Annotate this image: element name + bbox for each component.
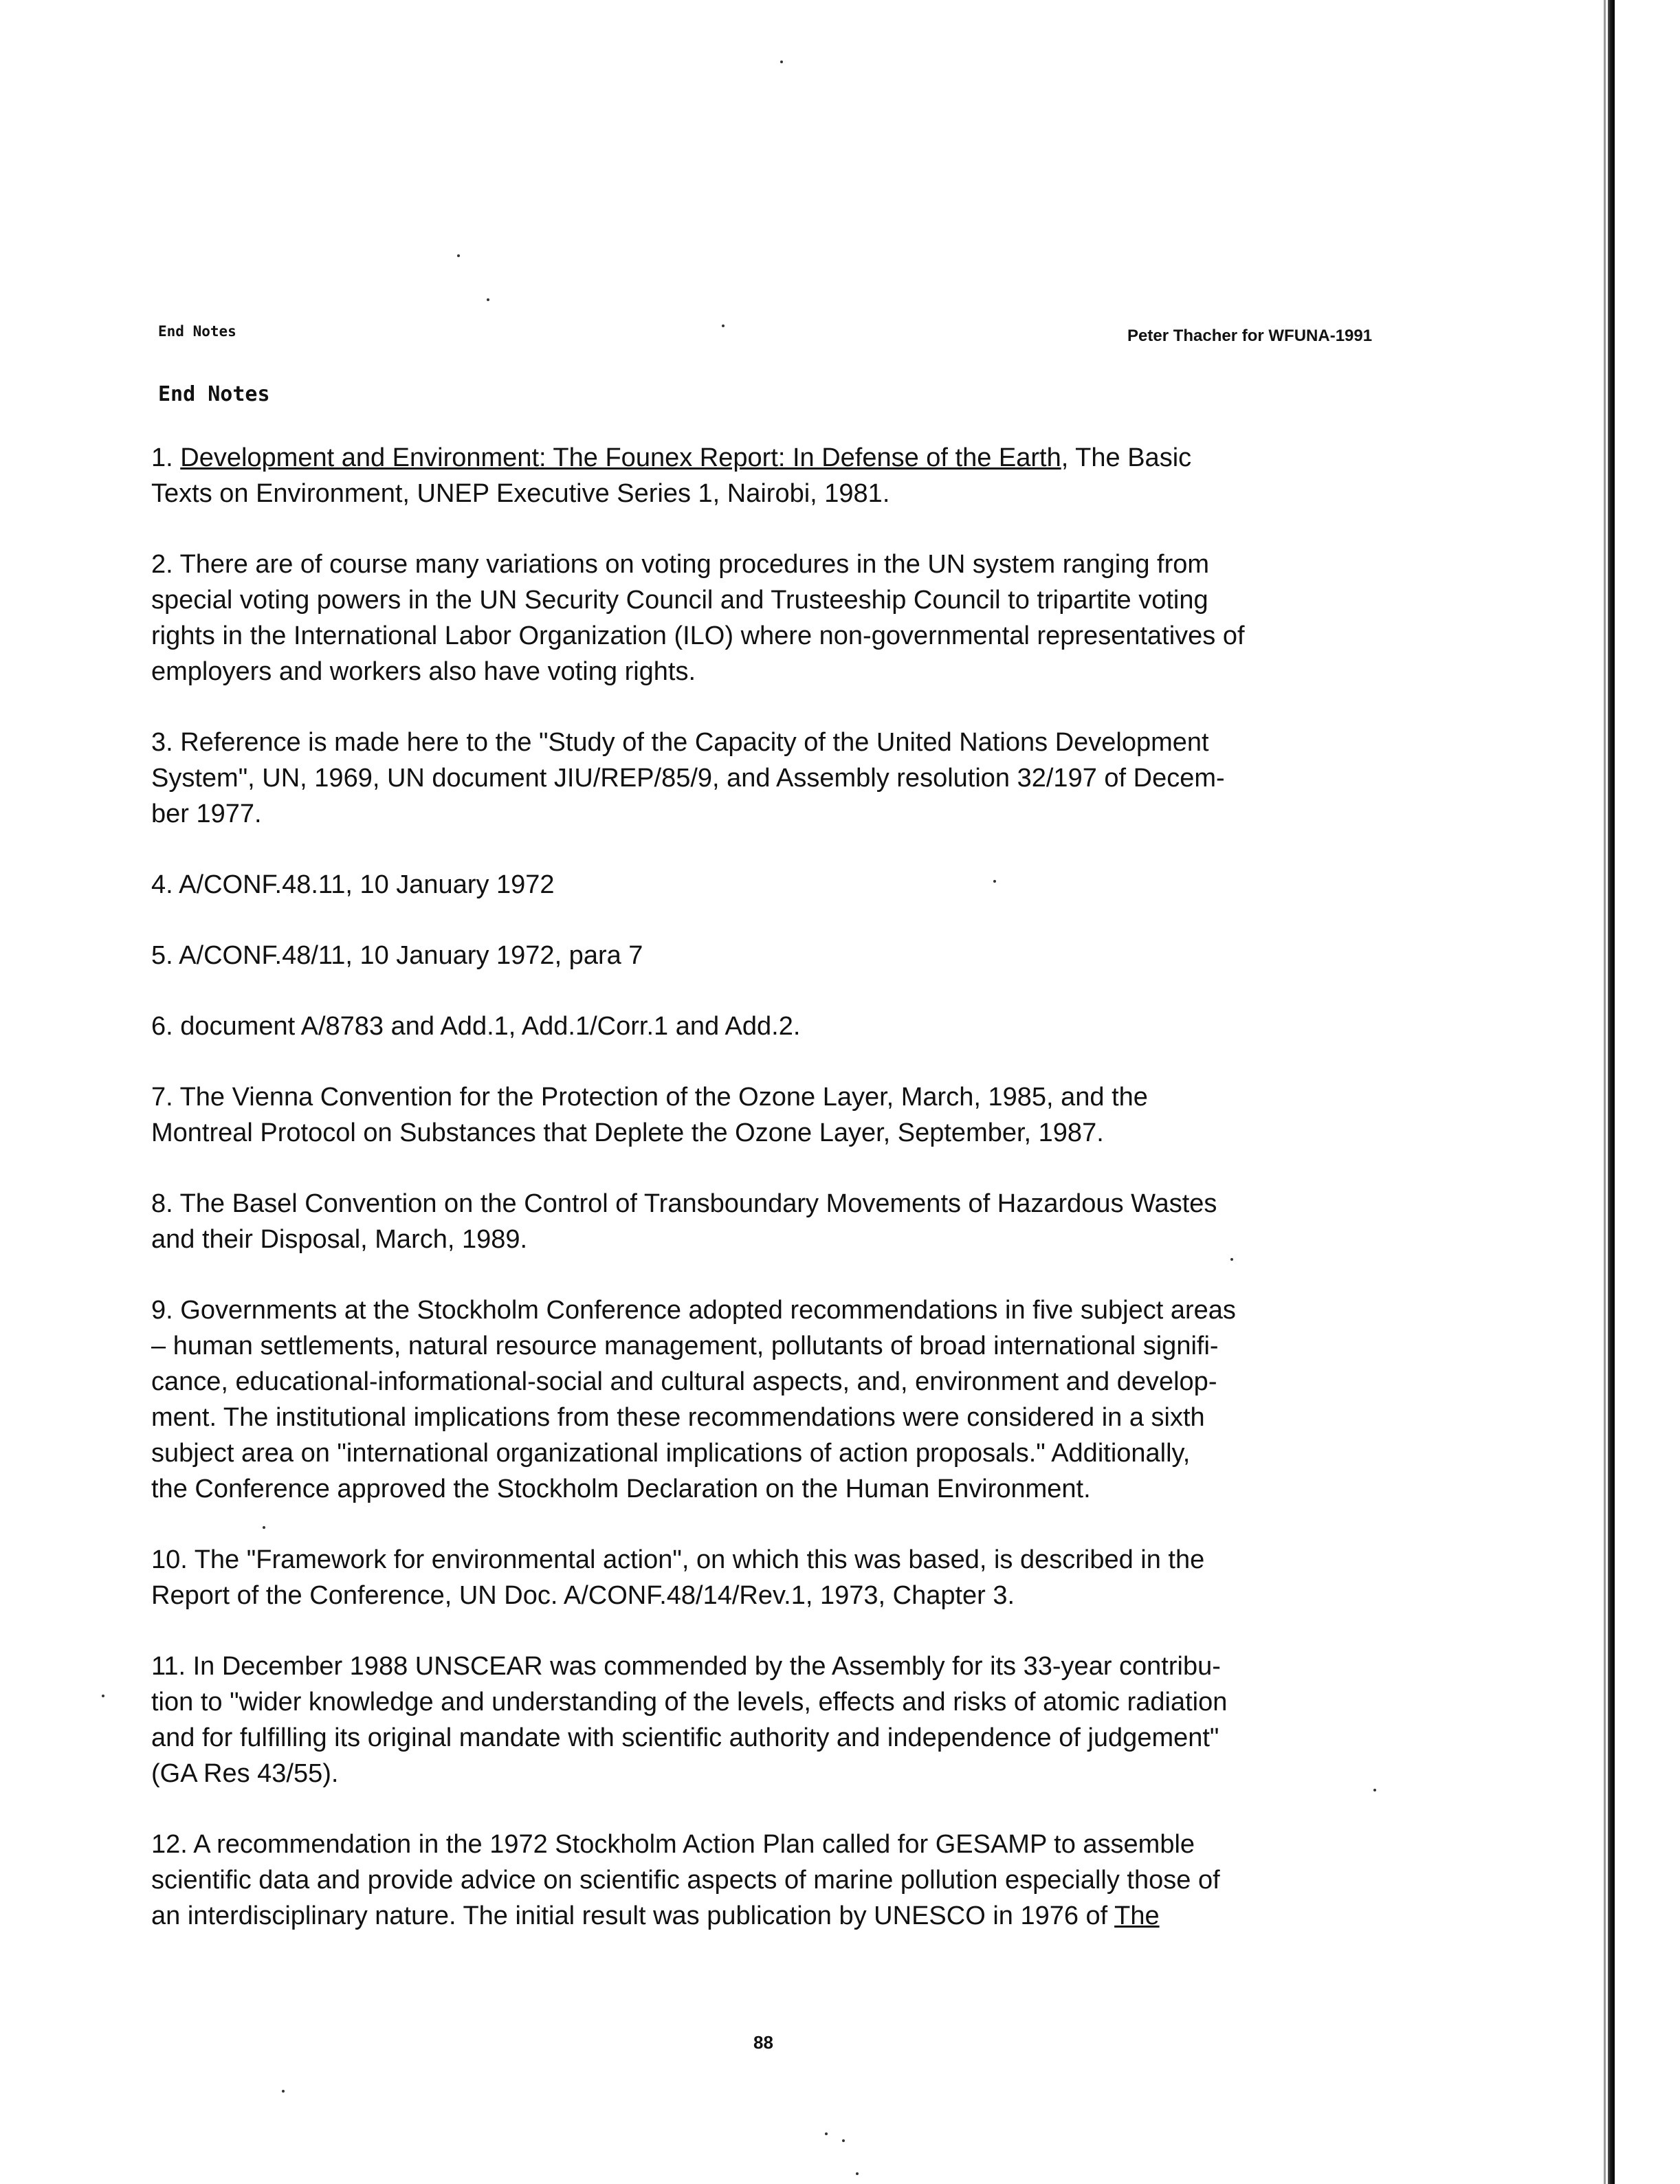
note-text: document A/8783 and Add.1, Add.1/Corr.1 and Add.2. bbox=[180, 1012, 801, 1041]
cited-title: Development and Environment: The Founex Report: In Defense of the Earth bbox=[180, 443, 1061, 472]
page-number: 88 bbox=[753, 2032, 773, 2053]
note-number: 10. bbox=[151, 1545, 188, 1574]
note-number: 9. bbox=[151, 1296, 173, 1325]
note-number: 6. bbox=[151, 1012, 173, 1041]
note-text: There are of course many variations on voting procedures in the UN system ranging from special voting powers in the UN Security Council and Trusteeship Council to tripartite voting rights in the International Labor Organization (ILO) where non-governmental representatives of employers and workers also have voting rights. bbox=[151, 550, 1245, 686]
note-text: Reference is made here to the "Study of the Capacity of the United Nations Development System", UN, 1969, UN document JIU/REP/85/9, and Assembly resolution 32/197 of Decem- ber 1977. bbox=[151, 728, 1225, 828]
scan-speck bbox=[487, 298, 489, 301]
note-number: 1. bbox=[151, 443, 173, 472]
endnote-10 bbox=[151, 1542, 1416, 1613]
note-number: 11. bbox=[151, 1652, 186, 1681]
endnote-2 bbox=[151, 547, 1416, 690]
endnote-4 bbox=[151, 867, 1416, 903]
note-text: Governments at the Stockholm Conference adopted recommendations in five subject areas – human settlements, natural resource management, pollutants of broad international signifi- cance, educational-informational-social and cultural aspects, and, environment and develop- ment. The institutional implications from these recommendations were considered in a sixth subject area on "international organizational implications of action proposals." Additionally, the Conference approved the Stockholm Declaration on the Human Environment. bbox=[151, 1296, 1236, 1503]
endnote-7 bbox=[151, 1079, 1416, 1151]
scan-speck bbox=[825, 2132, 828, 2135]
endnote-6 bbox=[151, 1008, 1416, 1044]
scan-speck bbox=[457, 254, 460, 257]
note-number: 3. bbox=[151, 728, 173, 757]
scan-speck bbox=[282, 2090, 285, 2093]
note-text: A recommendation in the 1972 Stockholm Action Plan called for GESAMP to assemble scientific data and provide advice on scientific aspects of marine pollution especially those of an interdisciplinary nature. The initial result was publication by UNESCO in 1976 of bbox=[151, 1830, 1220, 1930]
scan-speck bbox=[263, 1526, 265, 1529]
note-text: A/CONF.48.11, 10 January 1972 bbox=[179, 870, 555, 899]
note-text: The "Framework for environmental action", on which this was based, is described in the Report of the Conference, UN Doc. A/CONF.48/14/Rev.1, 1973, Chapter 3. bbox=[151, 1545, 1205, 1610]
note-number: 4. bbox=[151, 870, 173, 899]
note-number: 2. bbox=[151, 550, 173, 579]
note-number: 8. bbox=[151, 1189, 173, 1218]
endnote-9 bbox=[151, 1292, 1416, 1507]
endnote-8 bbox=[151, 1186, 1416, 1257]
note-text: A/CONF.48/11, 10 January 1972, para 7 bbox=[179, 941, 643, 970]
scan-edge-shadow bbox=[1604, 0, 1606, 2184]
running-header-left: End Notes bbox=[158, 323, 236, 340]
scan-speck bbox=[1373, 1789, 1376, 1791]
endnote-5 bbox=[151, 938, 1416, 973]
scan-speck bbox=[722, 324, 725, 327]
scan-speck bbox=[842, 2139, 845, 2142]
scan-speck bbox=[856, 2172, 859, 2175]
note-text: The Basel Convention on the Control of Transboundary Movements of Hazardous Wastes and their Disposal, March, 1989. bbox=[151, 1189, 1217, 1254]
scan-speck bbox=[1230, 1258, 1233, 1261]
running-header-right: Peter Thacher for WFUNA-1991 bbox=[1127, 327, 1373, 345]
scan-speck bbox=[102, 1695, 104, 1697]
endnote-11 bbox=[151, 1648, 1416, 1791]
scan-speck bbox=[780, 60, 783, 63]
endnote-12 bbox=[151, 1827, 1416, 1934]
endnote-3 bbox=[151, 725, 1416, 832]
section-title: End Notes bbox=[158, 382, 270, 406]
note-text: , The Basic Texts on Environment, UNEP Executive Series 1, Nairobi, 1981. bbox=[151, 443, 1192, 508]
note-text: The Vienna Convention for the Protection of the Ozone Layer, March, 1985, and the Montreal Protocol on Substances that Deplete the Ozone Layer, September, 1987. bbox=[151, 1083, 1148, 1147]
note-number: 12. bbox=[151, 1830, 188, 1859]
scan-speck bbox=[993, 880, 996, 883]
endnotes-list bbox=[151, 440, 1416, 1969]
cited-title: The bbox=[1114, 1901, 1160, 1930]
note-number: 7. bbox=[151, 1083, 173, 1112]
note-number: 5. bbox=[151, 941, 173, 970]
scan-edge bbox=[1608, 0, 1615, 2184]
endnote-1 bbox=[151, 440, 1416, 511]
note-text: In December 1988 UNSCEAR was commended by the Assembly for its 33-year contribu- tion to "wider knowledge and understanding of the levels, effects and risks of atomic radiation and for fulfilling its original mandate with scientific authority and independence of judgement" (GA Res 43/55). bbox=[151, 1652, 1228, 1788]
